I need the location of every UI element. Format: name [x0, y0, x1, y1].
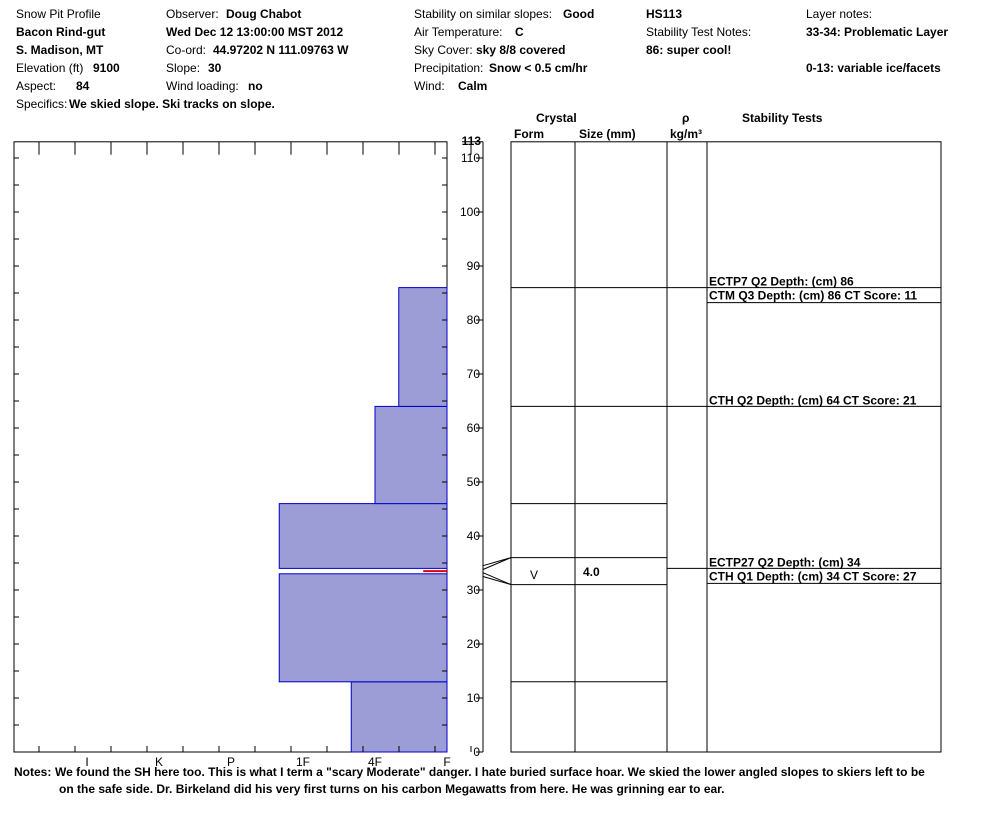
stability-value: Good [563, 7, 595, 21]
hardness-bar [279, 504, 447, 569]
hardness-bar [375, 406, 447, 503]
x-tick-label: 1F [295, 755, 311, 769]
y-tick-label: 20 [466, 637, 480, 651]
stability-tests-header: Stability Tests [742, 111, 823, 125]
layer-notes-label: Layer notes: [806, 7, 873, 21]
page-title: Snow Pit Profile [16, 7, 101, 21]
size-header: Size (mm) [579, 127, 636, 141]
layer-connector [483, 558, 511, 566]
stability-test-label: ECTP27 Q2 Depth: (cm) 34 [709, 555, 861, 570]
hardness-bar [279, 574, 447, 682]
sky-cover-value: sky 8/8 covered [476, 43, 566, 57]
y-tick-label: 70 [466, 367, 480, 381]
hardness-bar [351, 682, 447, 752]
wind-label: Wind: [414, 79, 445, 93]
stability-test-label: ECTP7 Q2 Depth: (cm) 86 [709, 274, 854, 289]
sky-cover-label: Sky Cover: [414, 43, 473, 57]
elevation-label: Elevation (ft) [16, 61, 84, 75]
slope-label: Slope: [166, 61, 201, 75]
y-tick-label: 60 [466, 421, 480, 435]
aspect-value: 84 [76, 79, 90, 93]
hardness-bar [399, 288, 447, 407]
x-tick-label: I [85, 755, 89, 769]
observer-value: Doug Chabot [226, 7, 302, 21]
observer-label: Observer: [166, 7, 219, 21]
slope-value: 30 [208, 61, 222, 75]
wind-loading-value: no [248, 79, 263, 93]
coord-label: Co-ord: [166, 43, 207, 57]
notes-label: Notes: [14, 765, 52, 779]
location: Bacon Rind-gut [16, 25, 106, 39]
y-top-label: 113 [461, 133, 481, 148]
notes-line: on the safe side. Dr. Birkeland did his very first turns on his carbon Megawatts from here. He was grinning ear to ear. [59, 782, 725, 796]
y-tick-label: 110 [460, 151, 480, 165]
wind-loading-label: Wind loading: [166, 79, 239, 93]
form-header: Form [514, 127, 544, 141]
y-tick-label: 100 [459, 205, 480, 219]
y-tick-label: 80 [466, 313, 480, 327]
coord-value: 44.97202 N 111.09763 W [213, 43, 349, 57]
y-tick-label: 50 [466, 475, 480, 489]
aspect-label: Aspect: [16, 79, 57, 93]
x-tick-label: P [226, 755, 236, 769]
layer-connector [483, 577, 511, 585]
observation-date: Wed Dec 12 13:00:00 MST 2012 [166, 25, 344, 39]
hs-value: HS113 [646, 7, 683, 21]
stability-test-label: CTH Q2 Depth: (cm) 64 CT Score: 21 [709, 393, 917, 408]
layer-note: 33-34: Problematic Layer [806, 25, 949, 39]
rho-header: ρ [682, 111, 690, 125]
layer-note: 0-13: variable ice/facets [806, 61, 941, 75]
precipitation-value: Snow < 0.5 cm/hr [489, 61, 588, 75]
wind-value: Calm [458, 79, 488, 93]
x-tick-label: F [443, 755, 451, 769]
y-tick-label: 40 [466, 529, 480, 543]
x-tick-label: 4F [367, 755, 383, 769]
stability-test-label: CTM Q3 Depth: (cm) 86 CT Score: 11 [709, 288, 918, 303]
specifics-value: We skied slope. Ski tracks on slope. [69, 97, 275, 111]
stability-notes-label: Stability Test Notes: [646, 25, 752, 39]
density-unit-header: kg/m³ [670, 127, 703, 141]
crystal-form-label: V [529, 568, 539, 583]
stability-label: Stability on similar slopes: [414, 7, 553, 21]
y-tick-label: 30 [466, 583, 480, 597]
layer-connector [483, 558, 511, 570]
precipitation-label: Precipitation: [414, 61, 484, 75]
region: S. Madison, MT [16, 43, 104, 57]
crystal-size-label: 4.0 [583, 565, 600, 580]
air-temp-value: C [515, 25, 524, 39]
notes-line: We found the SH here too. This is what I term a "scary Moderate" danger. I hate buried surface hoar. We skied the lower angled slopes to skiers left to be [55, 765, 925, 779]
layer-connector [483, 573, 511, 585]
x-tick-label: K [154, 755, 164, 769]
elevation-value: 9100 [93, 61, 120, 75]
y-tick-label: 0 [473, 745, 480, 759]
specifics-label: Specifics: [16, 97, 68, 111]
stability-test-label: CTH Q1 Depth: (cm) 34 CT Score: 27 [709, 569, 917, 584]
y-tick-label: 10 [466, 691, 480, 705]
stability-notes-value: 86: super cool! [646, 43, 732, 57]
air-temp-label: Air Temperature: [414, 25, 503, 39]
y-tick-label: 90 [466, 259, 480, 273]
crystal-header: Crystal [536, 111, 577, 125]
